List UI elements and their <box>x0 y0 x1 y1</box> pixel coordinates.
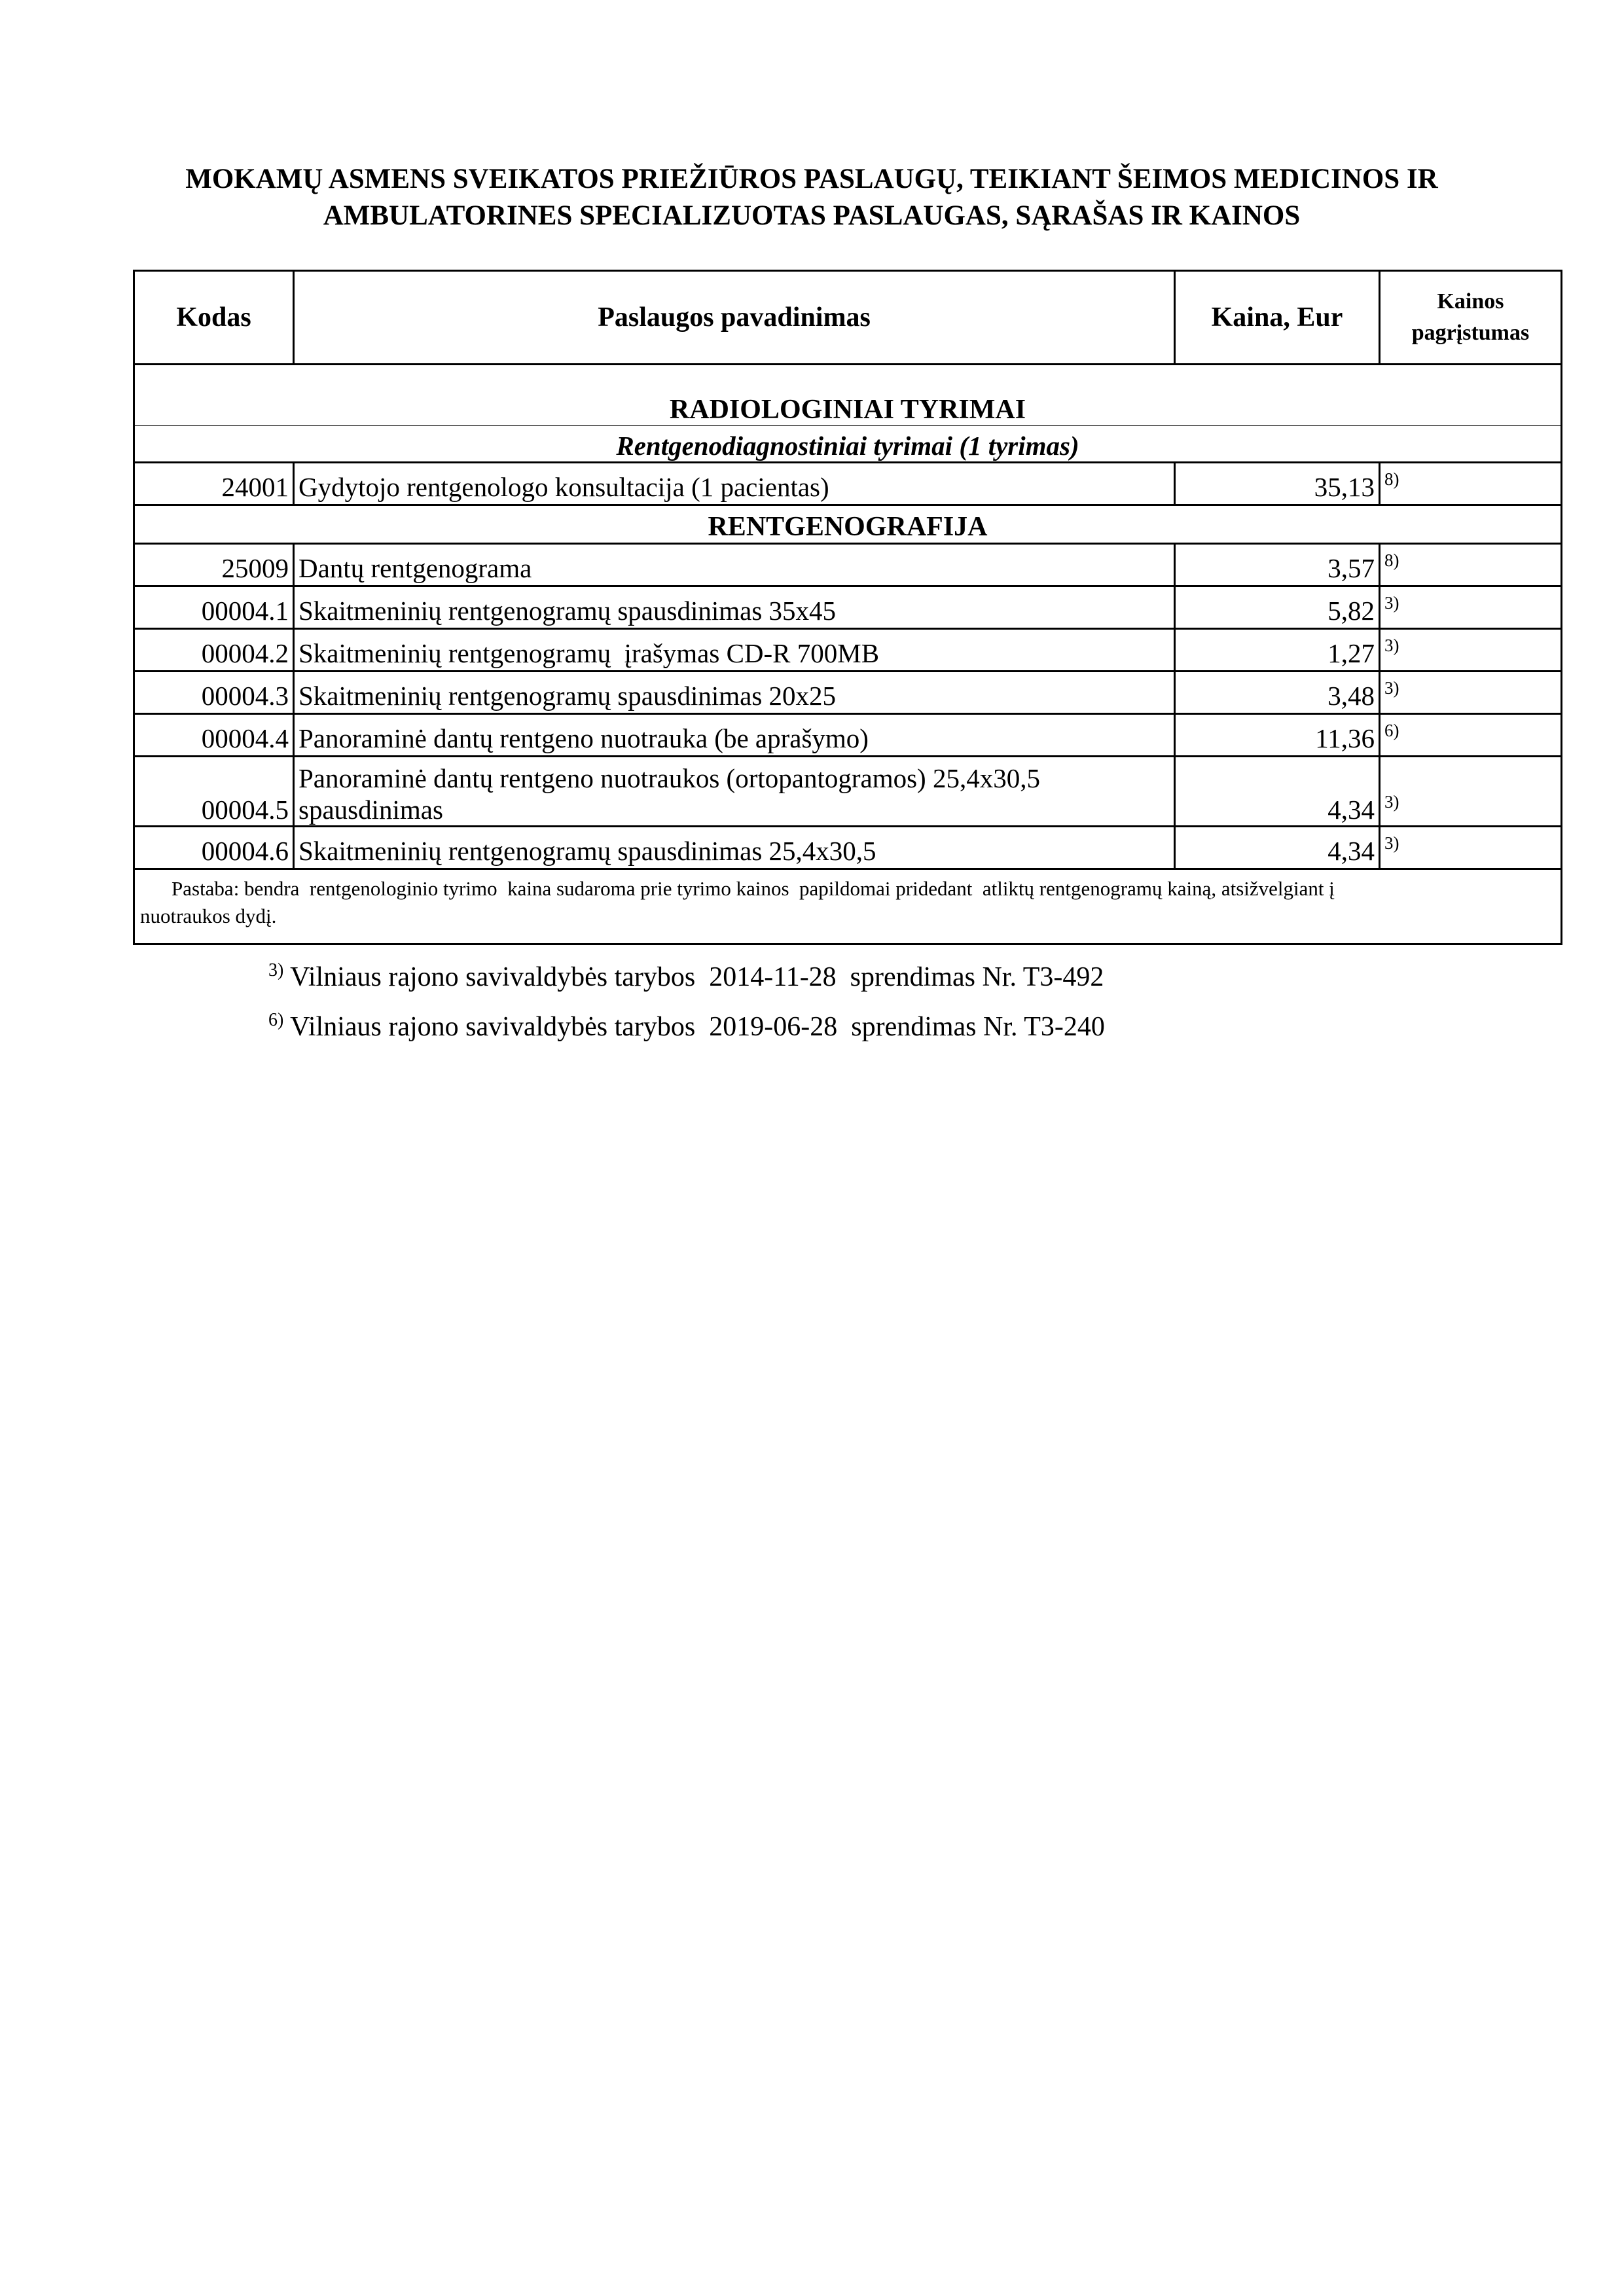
row-code: 00004.5 <box>134 757 294 827</box>
table-row <box>134 827 1562 869</box>
title-line-2: AMBULATORINES SPECIALIZUOTAS PASLAUGAS, SĄRAŠAS IR KAINOS <box>323 200 1301 231</box>
note-line-2: nuotraukos dydį. <box>140 905 277 927</box>
table-note <box>134 869 1562 944</box>
row-name-line-2: spausdinimas <box>298 795 443 825</box>
header-name: Paslaugos pavadinimas <box>294 271 1175 365</box>
section-heading-row <box>134 365 1562 426</box>
row-name: Gydytojo rentgenologo konsultacija (1 pacientas) <box>294 463 1175 505</box>
table-row <box>134 714 1562 757</box>
row-price: 4,34 <box>1175 757 1380 827</box>
row-name-line-1: Panoraminė dantų rentgeno nuotraukos (ortopantogramos) 25,4x30,5 <box>298 763 1040 793</box>
row-basis-footnote: 6) <box>1384 721 1399 741</box>
row-price: 3,48 <box>1175 672 1380 714</box>
section-radiography: RENTGENOGRAFIJA <box>134 505 1562 544</box>
footnote-text: Vilniaus rajono savivaldybės tarybos 2019-06-28 sprendimas Nr. T3-240 <box>283 1012 1105 1042</box>
row-code: 00004.3 <box>134 672 294 714</box>
price-table <box>133 270 1562 945</box>
row-basis-footnote: 8) <box>1384 469 1399 490</box>
document-title <box>131 161 1492 234</box>
row-code: 25009 <box>134 544 294 586</box>
section-radiology: RADIOLOGINIAI TYRIMAI <box>134 365 1562 426</box>
row-price: 4,34 <box>1175 827 1380 869</box>
row-price: 5,82 <box>1175 586 1380 629</box>
table-row <box>134 672 1562 714</box>
header-price: Kaina, Eur <box>1175 271 1380 365</box>
row-code: 00004.1 <box>134 586 294 629</box>
row-basis <box>1380 586 1562 629</box>
row-name <box>294 757 1175 827</box>
row-name: Skaitmeninių rentgenogramų spausdinimas 20x25 <box>294 672 1175 714</box>
row-code: 00004.6 <box>134 827 294 869</box>
table-row <box>134 757 1562 827</box>
row-name: Panoraminė dantų rentgeno nuotrauka (be aprašymo) <box>294 714 1175 757</box>
row-name: Skaitmeninių rentgenogramų spausdinimas 25,4x30,5 <box>294 827 1175 869</box>
footnote-mark: 6) <box>268 1010 284 1030</box>
footnote-item <box>268 949 1105 999</box>
row-basis-footnote: 3) <box>1384 792 1399 812</box>
row-basis-footnote: 8) <box>1384 550 1399 571</box>
subsection-heading-row <box>134 426 1562 463</box>
note-row <box>134 869 1562 944</box>
row-basis <box>1380 629 1562 672</box>
header-code: Kodas <box>134 271 294 365</box>
row-basis-footnote: 3) <box>1384 833 1399 853</box>
row-code: 00004.2 <box>134 629 294 672</box>
row-code: 00004.4 <box>134 714 294 757</box>
section-heading-row <box>134 505 1562 544</box>
row-basis <box>1380 672 1562 714</box>
footnote-mark: 3) <box>268 960 284 980</box>
row-basis <box>1380 463 1562 505</box>
row-basis-footnote: 3) <box>1384 593 1399 613</box>
row-name: Dantų rentgenograma <box>294 544 1175 586</box>
table-row <box>134 629 1562 672</box>
row-price: 35,13 <box>1175 463 1380 505</box>
row-basis-footnote: 3) <box>1384 678 1399 698</box>
row-name: Skaitmeninių rentgenogramų įrašymas CD-R 700MB <box>294 629 1175 672</box>
title-line-1: MOKAMŲ ASMENS SVEIKATOS PRIEŽIŪROS PASLAUGŲ, TEIKIANT ŠEIMOS MEDICINOS IR <box>185 164 1438 194</box>
row-price: 11,36 <box>1175 714 1380 757</box>
header-basis <box>1380 271 1562 365</box>
footnote-text: Vilniaus rajono savivaldybės tarybos 2014-11-28 sprendimas Nr. T3-492 <box>283 962 1104 992</box>
header-basis-line-1: Kainos <box>1437 289 1504 314</box>
row-price: 3,57 <box>1175 544 1380 586</box>
row-price: 1,27 <box>1175 629 1380 672</box>
table-row <box>134 463 1562 505</box>
header-basis-line-2: pagrįstumas <box>1411 321 1530 345</box>
row-name: Skaitmeninių rentgenogramų spausdinimas 35x45 <box>294 586 1175 629</box>
row-basis-footnote: 3) <box>1384 636 1399 656</box>
note-line-1: Pastaba: bendra rentgenologinio tyrimo kaina sudaroma prie tyrimo kainos papildomai pridedant atliktų rentgenogramų kainą, atsižvelgiant į <box>171 877 1335 900</box>
table-header-row <box>134 271 1562 365</box>
row-basis <box>1380 827 1562 869</box>
subsection-xray-diagnostics: Rentgenodiagnostiniai tyrimai (1 tyrimas) <box>134 426 1562 463</box>
table-row <box>134 544 1562 586</box>
footnote-item <box>268 999 1105 1049</box>
row-basis <box>1380 544 1562 586</box>
footnotes <box>268 949 1105 1049</box>
row-basis <box>1380 714 1562 757</box>
row-code: 24001 <box>134 463 294 505</box>
row-basis <box>1380 757 1562 827</box>
table-row <box>134 586 1562 629</box>
